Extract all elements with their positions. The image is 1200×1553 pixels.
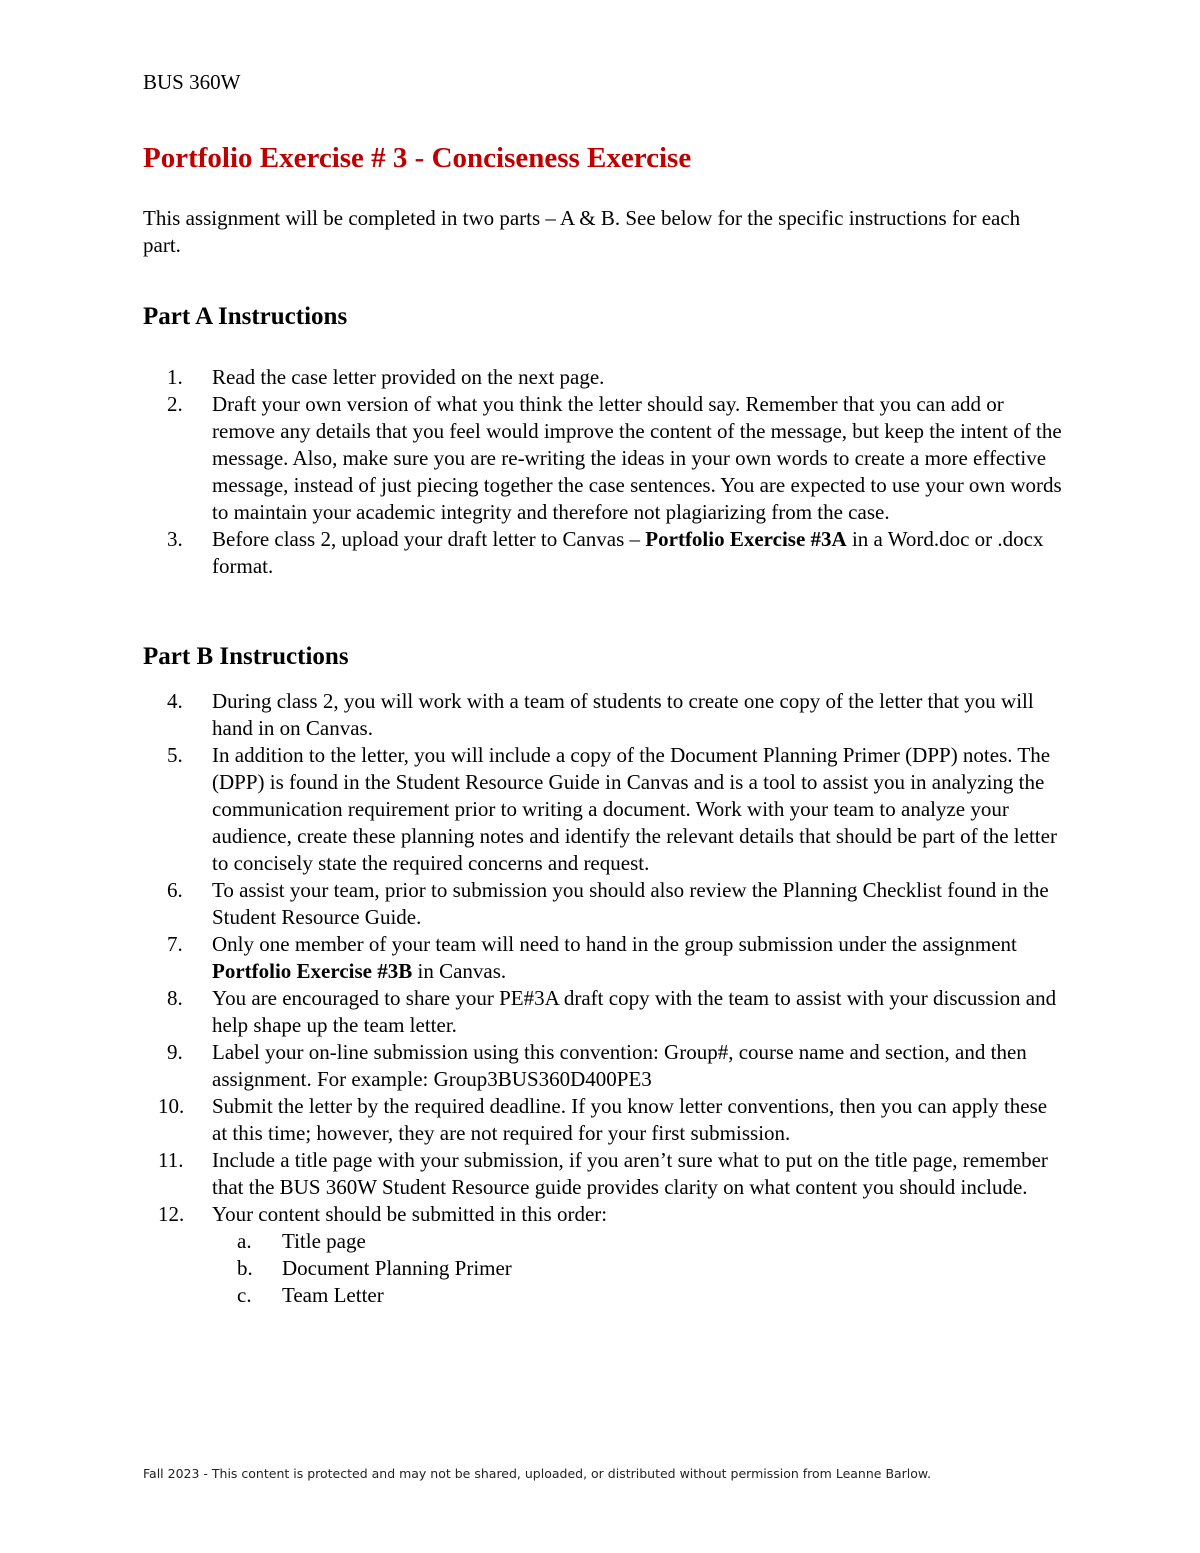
list-item bbox=[143, 1201, 1063, 1309]
list-item bbox=[143, 1093, 1063, 1147]
sub-list-item bbox=[143, 1228, 1063, 1255]
list-text: During class 2, you will work with a team of students to create one copy of the letter that you will hand in on Canvas. bbox=[212, 689, 1034, 740]
list-number: 8. bbox=[167, 986, 183, 1010]
submission-order-list bbox=[212, 1228, 1063, 1309]
part-a-heading: Part A Instructions bbox=[143, 303, 348, 330]
intro-paragraph: This assignment will be completed in two parts – A & B. See below for the specific instructions for each part. bbox=[143, 206, 1021, 257]
part-b-list bbox=[143, 688, 1063, 1309]
sub-list-letter: b. bbox=[237, 1256, 253, 1280]
sub-list-letter: c. bbox=[237, 1283, 252, 1307]
list-number: 12. bbox=[158, 1202, 185, 1226]
list-number: 10. bbox=[158, 1094, 185, 1118]
list-text-before: Before class 2, upload your draft letter to Canvas – bbox=[212, 527, 646, 551]
list-number: 3. bbox=[167, 527, 183, 551]
list-number: 7. bbox=[167, 932, 183, 956]
list-item bbox=[143, 526, 1063, 580]
list-number: 1. bbox=[167, 365, 183, 389]
page-footer: Fall 2023 - This content is protected and may not be shared, uploaded, or distributed without permission from Leanne Barlow. bbox=[143, 1466, 931, 1481]
sub-list-text: Team Letter bbox=[282, 1283, 384, 1307]
sub-list-item bbox=[143, 1282, 1063, 1309]
sub-list-text: Document Planning Primer bbox=[282, 1256, 512, 1280]
part-b-heading: Part B Instructions bbox=[143, 643, 349, 670]
part-a-list bbox=[143, 364, 1063, 580]
list-item bbox=[143, 688, 1063, 742]
list-item bbox=[143, 877, 1063, 931]
list-item bbox=[143, 1039, 1063, 1093]
list-number: 6. bbox=[167, 878, 183, 902]
list-text: Submit the letter by the required deadline. If you know letter conventions, then you can apply these at this time; however, they are not required for your first submission. bbox=[212, 1094, 1048, 1145]
list-item bbox=[143, 391, 1063, 526]
sub-list-letter: a. bbox=[237, 1229, 252, 1253]
list-number: 5. bbox=[167, 743, 183, 767]
list-text-after: in a Word.doc or .docx format. bbox=[212, 527, 1044, 578]
list-text: You are encouraged to share your PE#3A draft copy with the team to assist with your discussion and help shape up the team letter. bbox=[212, 986, 1057, 1037]
list-number: 2. bbox=[167, 392, 183, 416]
list-text: Label your on-line submission using this convention: Group#, course name and section, and then assignment. For example: Group3BUS360D400PE3 bbox=[212, 1040, 1027, 1091]
list-item bbox=[143, 1147, 1063, 1201]
assignment-name-3b: Portfolio Exercise #3B bbox=[212, 959, 413, 983]
list-text: To assist your team, prior to submission you should also review the Planning Checklist found in the Student Resource Guide. bbox=[212, 878, 1049, 929]
sub-list-item bbox=[143, 1255, 1063, 1282]
list-number: 4. bbox=[167, 689, 183, 713]
list-item bbox=[143, 931, 1063, 985]
list-text: Include a title page with your submission, if you aren’t sure what to put on the title page, remember that the BUS 360W Student Resource guide provides clarity on what content you should include. bbox=[212, 1148, 1048, 1199]
list-text-after: in Canvas. bbox=[412, 959, 507, 983]
list-number: 11. bbox=[158, 1148, 184, 1172]
page-header: BUS 360W bbox=[143, 70, 241, 94]
list-item bbox=[143, 364, 1063, 391]
list-text: Read the case letter provided on the next page. bbox=[212, 365, 605, 389]
list-item bbox=[143, 742, 1063, 877]
assignment-name-3a: Portfolio Exercise #3A bbox=[645, 527, 847, 551]
list-number: 9. bbox=[167, 1040, 183, 1064]
list-text-before: Only one member of your team will need to hand in the group submission under the assignment bbox=[212, 932, 1017, 956]
list-text: Draft your own version of what you think the letter should say. Remember that you can add or remove any details that you feel would improve the content of the message, but keep the intent of the message. Also, make sure you are re-writing the ideas in your own words to create a more effective message, instead of just piecing together the case sentences. You are expected to use your own words to maintain your academic integrity and therefore not plagiarizing from the case. bbox=[212, 392, 1062, 524]
list-text: In addition to the letter, you will include a copy of the Document Planning Primer (DPP) notes. The (DPP) is found in the Student Resource Guide in Canvas and is a tool to assist you in analyzing the communication requirement prior to writing a document. Work with your team to analyze your audience, create these planning notes and identify the relevant details that should be part of the letter to concisely state the required concerns and request. bbox=[212, 743, 1057, 875]
document-title: Portfolio Exercise # 3 - Conciseness Exercise bbox=[143, 142, 692, 174]
sub-list-text: Title page bbox=[282, 1229, 366, 1253]
list-text: Your content should be submitted in this order: bbox=[212, 1202, 608, 1226]
list-item bbox=[143, 985, 1063, 1039]
